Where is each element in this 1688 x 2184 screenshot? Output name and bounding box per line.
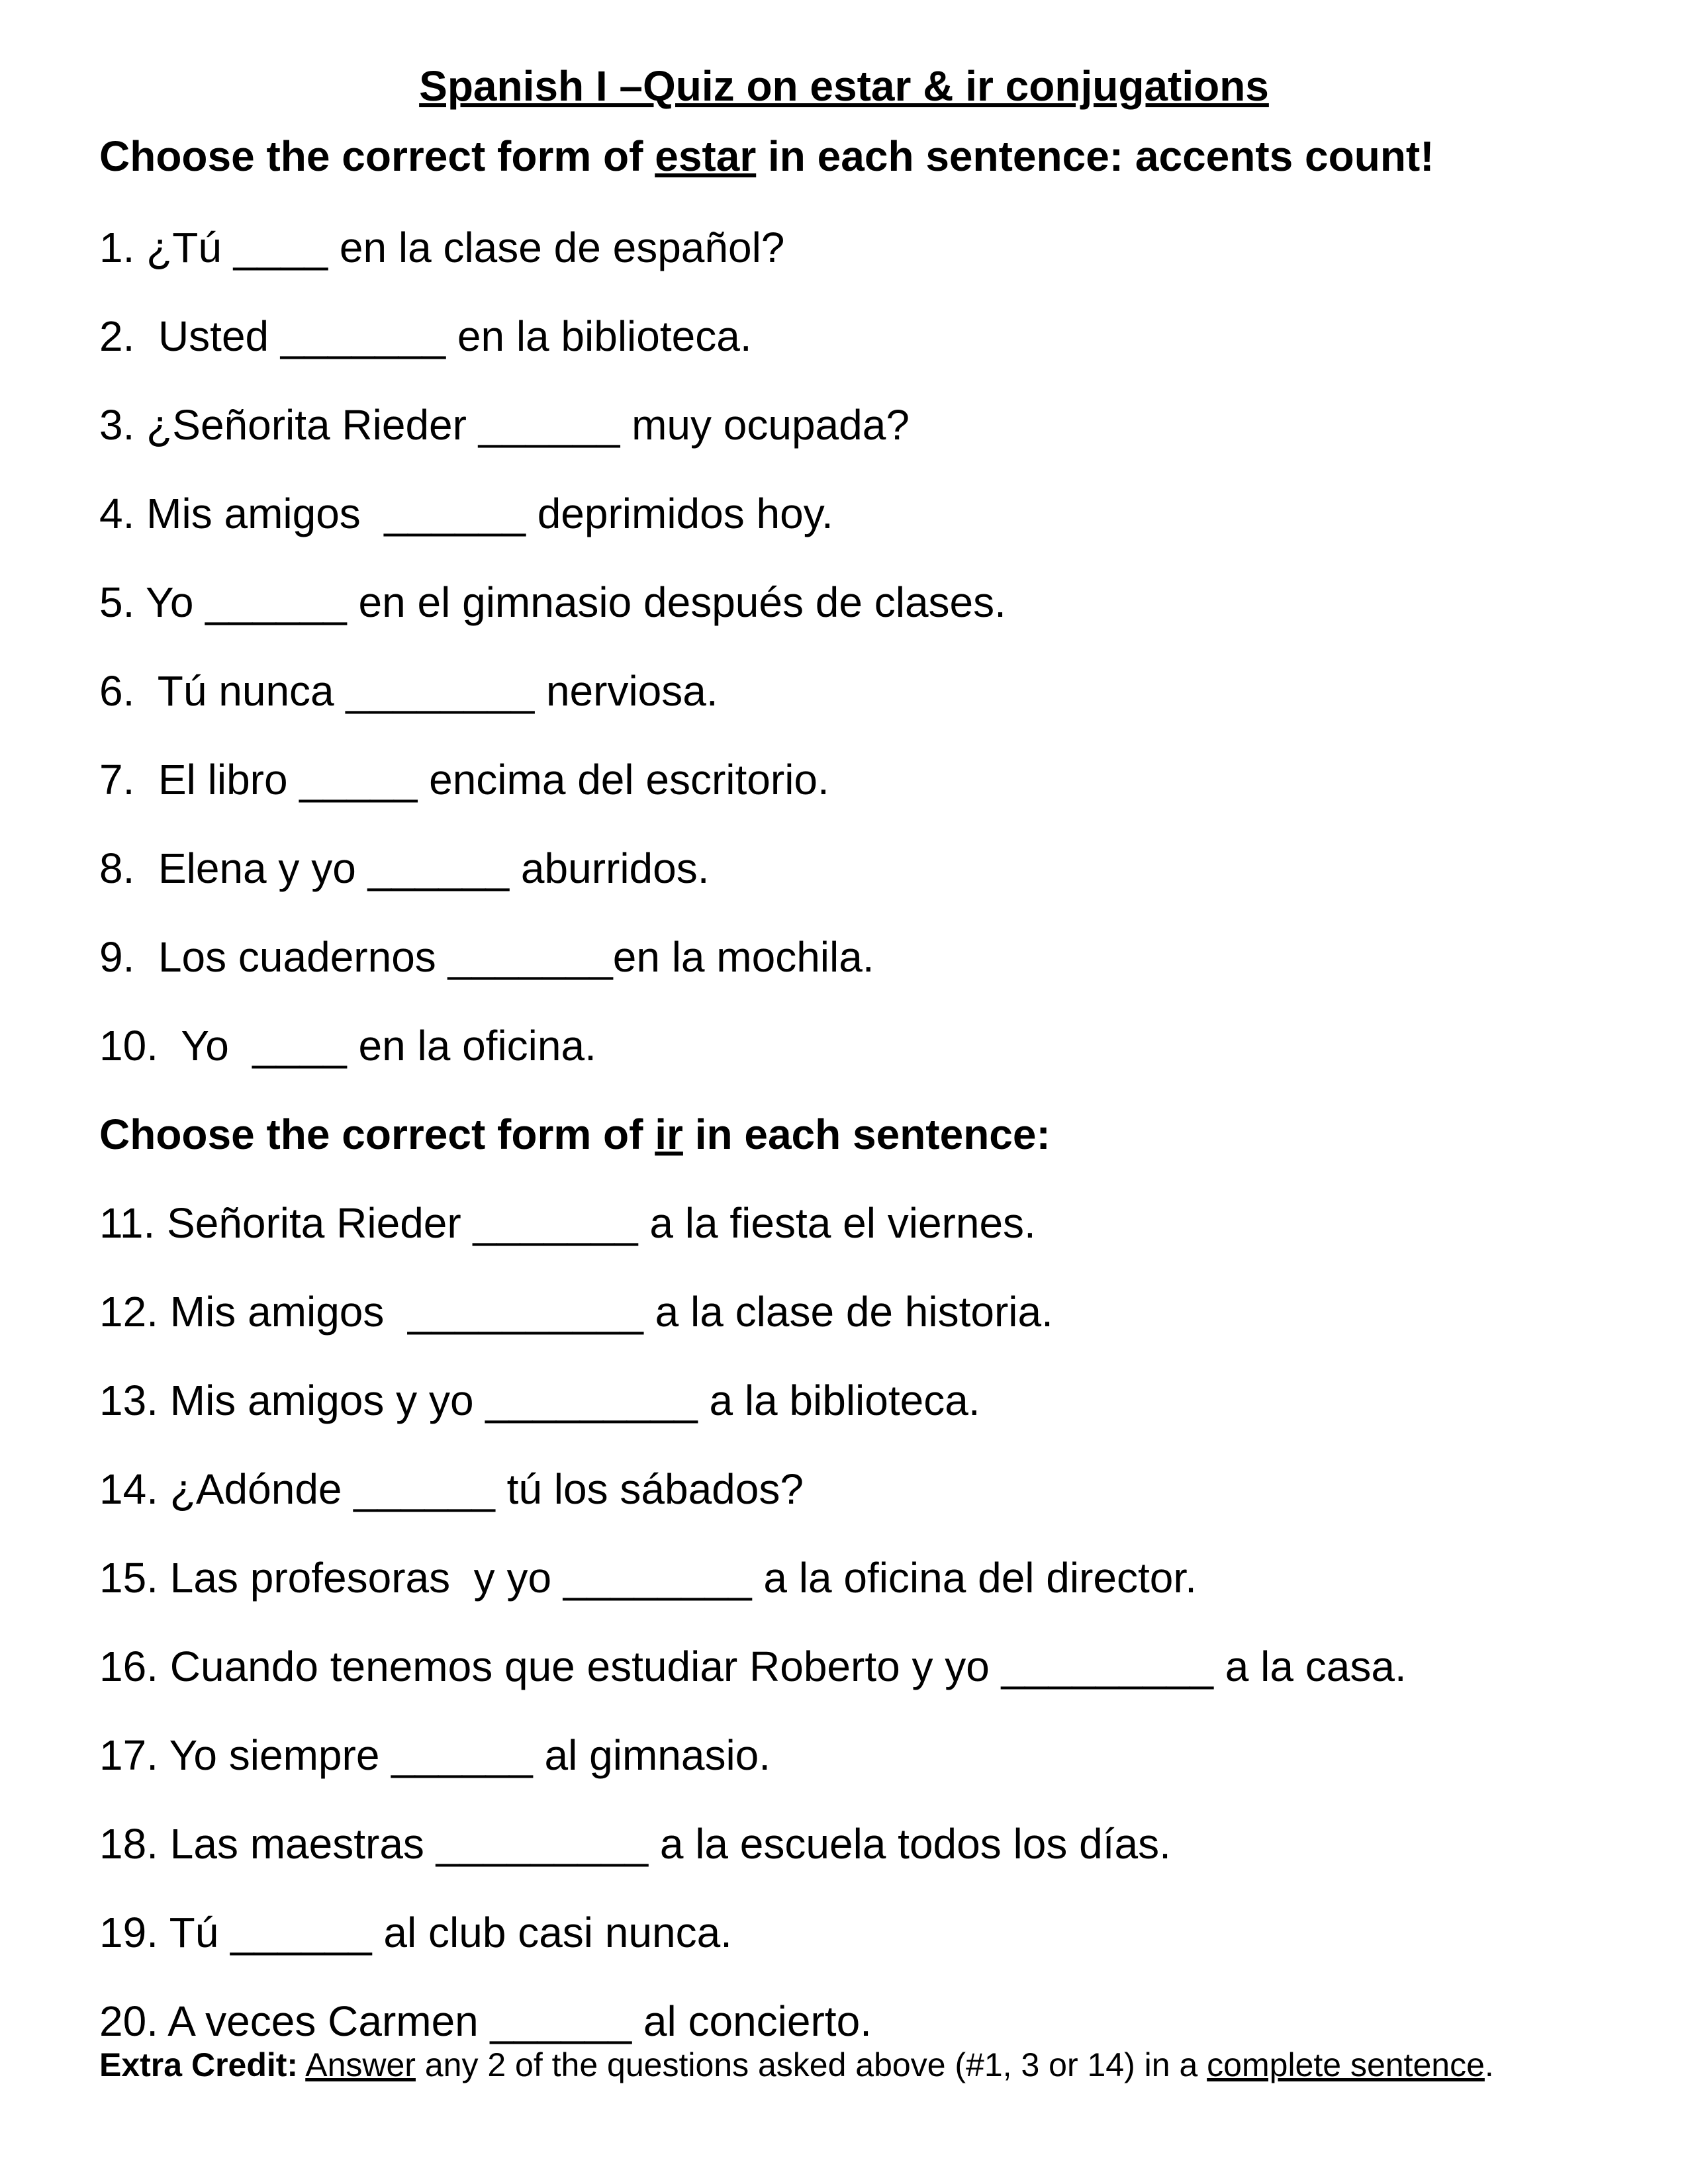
instruction-verb: ir [655,1111,683,1158]
question-14: 14. ¿Adónde ______ tú los sábados? [99,1465,804,1513]
extra-credit-label: Extra Credit: [99,2046,299,2083]
question-7: 7. El libro _____ encima del escritorio. [99,756,829,803]
section-instruction-ir [99,1109,1051,1160]
instruction-text: in each sentence: accents count! [756,132,1434,180]
question-3: 3. ¿Señorita Rieder ______ muy ocupada? [99,401,910,449]
extra-credit [99,2045,1494,2085]
question-2: 2. Usted _______ en la biblioteca. [99,312,752,360]
page-title: Spanish I –Quiz on estar & ir conjugations [419,62,1269,110]
instruction-verb: estar [655,132,757,180]
question-17: 17. Yo siempre ______ al gimnasio. [99,1731,771,1779]
question-6: 6. Tú nunca ________ nerviosa. [99,667,718,715]
question-1: 1. ¿Tú ____ en la clase de español? [99,224,785,271]
extra-credit-complete: complete sentence [1207,2046,1485,2083]
question-5: 5. Yo ______ en el gimnasio después de clases. [99,578,1006,626]
extra-credit-end: . [1484,2046,1494,2083]
extra-credit-space [298,2046,305,2083]
instruction-text: Choose the correct form of [99,1111,655,1158]
question-16: 16. Cuando tenemos que estudiar Roberto y yo _________ a la casa. [99,1643,1407,1690]
instruction-text: in each sentence: [682,1111,1051,1158]
instruction-text: Choose the correct form of [99,132,655,180]
question-12: 12. Mis amigos __________ a la clase de historia. [99,1288,1053,1336]
extra-credit-text: any 2 of the questions asked above (#1, 3 or 14) in a [415,2046,1207,2083]
extra-credit-answer: Answer [305,2046,416,2083]
question-15: 15. Las profesoras y yo ________ a la oficina del director. [99,1554,1197,1602]
question-11: 11. Señorita Rieder _______ a la fiesta el viernes. [99,1199,1036,1247]
question-4: 4. Mis amigos ______ deprimidos hoy. [99,490,833,537]
question-8: 8. Elena y yo ______ aburridos. [99,844,710,892]
section-instruction-estar [99,131,1434,182]
question-10: 10. Yo ____ en la oficina. [99,1022,596,1069]
question-19: 19. Tú ______ al club casi nunca. [99,1909,732,1956]
question-9: 9. Los cuadernos _______en la mochila. [99,933,874,981]
question-13: 13. Mis amigos y yo _________ a la biblioteca. [99,1377,980,1424]
question-18: 18. Las maestras _________ a la escuela todos los días. [99,1820,1171,1868]
question-20: 20. A veces Carmen ______ al concierto. [99,1997,872,2045]
